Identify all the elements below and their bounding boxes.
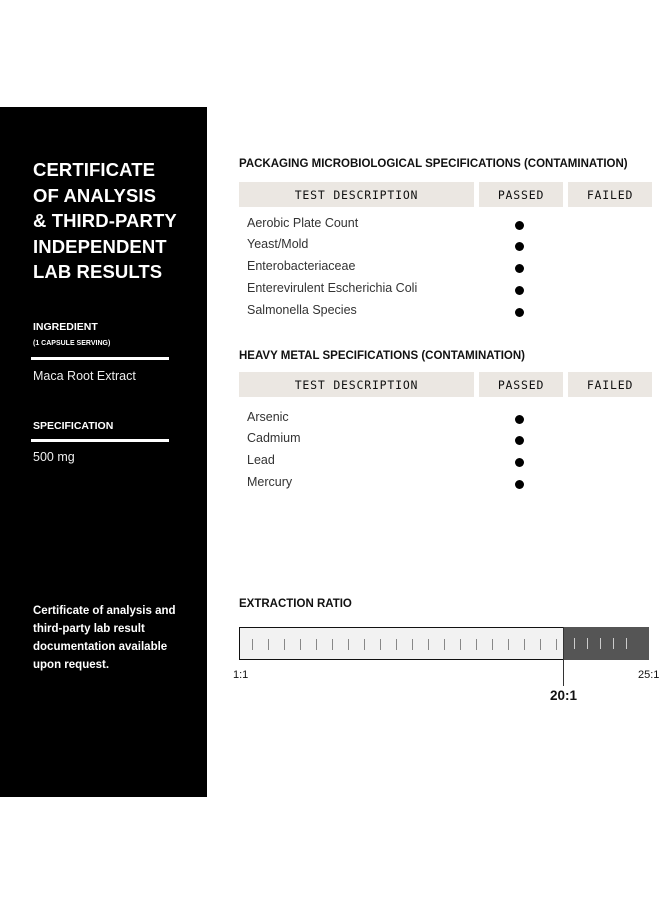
- ratio-tick: [268, 639, 269, 650]
- metal-table-row: [247, 453, 577, 473]
- specification-divider: [31, 439, 169, 442]
- metal-table-row: [247, 475, 577, 495]
- micro-table-row: [247, 216, 577, 236]
- specification-value: 500 mg: [33, 450, 75, 464]
- passed-dot-icon: [515, 242, 524, 251]
- specification-label: SPECIFICATION: [33, 420, 114, 432]
- ratio-tick: [574, 638, 575, 649]
- passed-dot-icon: [515, 458, 524, 467]
- micro-table-row: [247, 303, 577, 323]
- ratio-tick: [396, 639, 397, 650]
- test-name: Mercury: [247, 475, 293, 489]
- title-line: CERTIFICATE: [33, 159, 156, 180]
- ratio-tick: [380, 639, 381, 650]
- ratio-tick: [613, 638, 614, 649]
- title-line: LAB RESULTS: [33, 261, 163, 282]
- ratio-tick: [492, 639, 493, 650]
- ingredient-value: Maca Root Extract: [33, 369, 136, 383]
- micro-header-passed: PASSED: [479, 182, 563, 207]
- metal-table-row: [247, 410, 577, 430]
- ratio-tick: [300, 639, 301, 650]
- passed-dot-icon: [515, 436, 524, 445]
- test-name: Cadmium: [247, 431, 301, 445]
- test-name: Salmonella Species: [247, 303, 357, 317]
- metal-header-passed: PASSED: [479, 372, 563, 397]
- ratio-tick: [476, 639, 477, 650]
- certificate-title: [33, 157, 203, 285]
- ratio-tick: [508, 639, 509, 650]
- micro-table-header: [239, 182, 652, 207]
- ratio-tick: [600, 638, 601, 649]
- micro-header-test-description: TEST DESCRIPTION: [239, 182, 474, 207]
- ratio-tick: [524, 639, 525, 650]
- sidebar-panel: [0, 107, 207, 797]
- passed-dot-icon: [515, 415, 524, 424]
- passed-dot-icon: [515, 221, 524, 230]
- test-name: Arsenic: [247, 410, 289, 424]
- metal-header-test-description: TEST DESCRIPTION: [239, 372, 474, 397]
- title-line: OF ANALYSIS: [33, 184, 157, 206]
- metal-table-row: [247, 431, 577, 451]
- passed-dot-icon: [515, 480, 524, 489]
- micro-table-row: [247, 259, 577, 279]
- ratio-marker-line: [563, 627, 564, 686]
- micro-table-row: [247, 281, 577, 301]
- ratio-tick: [587, 638, 588, 649]
- extraction-ratio-title: EXTRACTION RATIO: [239, 598, 352, 610]
- ratio-tick: [284, 639, 285, 650]
- micro-header-failed: FAILED: [568, 182, 652, 207]
- ratio-tick: [626, 638, 627, 649]
- micro-section-title: PACKAGING MICROBIOLOGICAL SPECIFICATIONS (CONTAMINATION): [239, 158, 628, 170]
- ratio-bar-filled: [239, 627, 564, 660]
- ratio-tick: [428, 639, 429, 650]
- ratio-tick: [444, 639, 445, 650]
- ratio-tick: [348, 639, 349, 650]
- extraction-ratio-bar: [239, 627, 649, 660]
- test-name: Enterevirulent Escherichia Coli: [247, 281, 418, 295]
- ratio-tick: [364, 639, 365, 650]
- metal-table-header: [239, 372, 652, 397]
- test-name: Yeast/Mold: [247, 237, 309, 251]
- passed-dot-icon: [515, 286, 524, 295]
- ratio-tick: [556, 639, 557, 650]
- test-name: Aerobic Plate Count: [247, 216, 359, 230]
- ratio-tick: [252, 639, 253, 650]
- test-name: Lead: [247, 453, 275, 467]
- passed-dot-icon: [515, 308, 524, 317]
- test-name: Enterobacteriaceae: [247, 259, 356, 273]
- ratio-tick: [460, 639, 461, 650]
- ratio-tick: [540, 639, 541, 650]
- metal-header-failed: FAILED: [568, 372, 652, 397]
- ratio-bar-remaining: [564, 627, 649, 660]
- ratio-tick: [332, 639, 333, 650]
- ingredient-sub-label: (1 CAPSULE SERVING): [33, 340, 111, 347]
- ratio-tick: [316, 639, 317, 650]
- title-line: INDEPENDENT: [33, 235, 167, 257]
- passed-dot-icon: [515, 264, 524, 273]
- ratio-value-label: 20:1: [550, 688, 578, 703]
- ratio-tick: [412, 639, 413, 650]
- metal-section-title: HEAVY METAL SPECIFICATIONS (CONTAMINATION): [239, 350, 526, 362]
- ratio-max-label: 25:1: [638, 669, 660, 681]
- ratio-min-label: 1:1: [233, 669, 249, 681]
- micro-table-row: [247, 237, 577, 257]
- title-line: & THIRD-PARTY: [33, 210, 177, 231]
- ingredient-label: INGREDIENT: [33, 321, 98, 333]
- ingredient-divider: [31, 357, 169, 360]
- documentation-note: Certificate of analysis and third-party lab result documentation available upon request.: [33, 605, 176, 671]
